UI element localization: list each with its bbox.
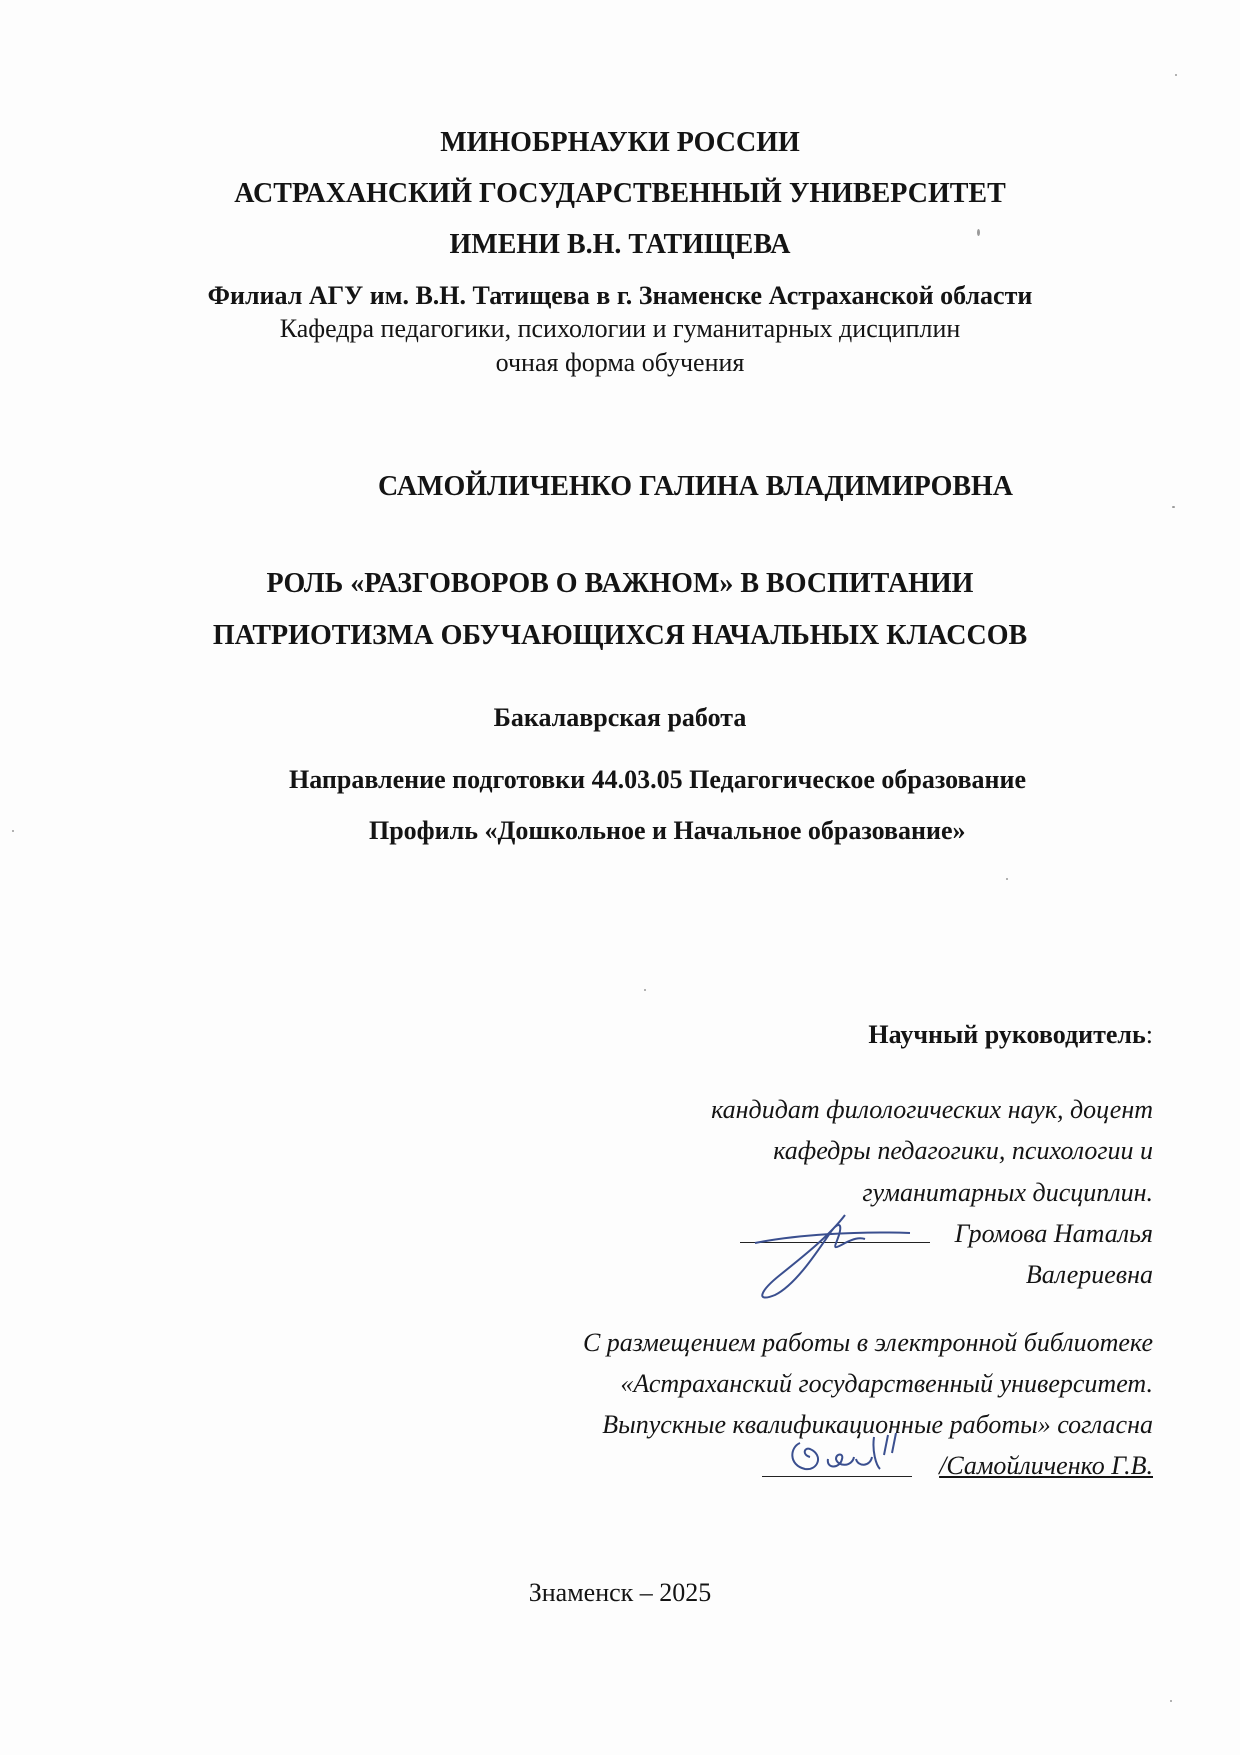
university-heading: АСТРАХАНСКИЙ ГОСУДАРСТВЕННЫЙ УНИВЕРСИТЕТ	[234, 178, 1006, 209]
supervisor-degree: кандидат филологических наук, доцент	[711, 1095, 1153, 1124]
supervisor-heading	[868, 1020, 1153, 1050]
supervisor-heading-colon: :	[1145, 1020, 1153, 1049]
ministry-heading: МИНОБРНАУКИ РОССИИ	[440, 127, 800, 158]
department-name: Кафедра педагогики, психологии и гуманитарных дисциплин	[279, 314, 961, 343]
scan-speck	[977, 229, 980, 236]
scan-speck	[1175, 74, 1177, 76]
city-year: Знаменск – 2025	[528, 1578, 712, 1607]
scan-speck	[12, 830, 14, 832]
thesis-title-line-2: ПАТРИОТИЗМА ОБУЧАЮЩИХСЯ НАЧАЛЬНЫХ КЛАССОВ	[212, 620, 1028, 651]
training-direction: Направление подготовки 44.03.05 Педагогическое образование	[289, 765, 1027, 794]
thesis-title-line-1: РОЛЬ «РАЗГОВОРОВ О ВАЖНОМ» В ВОСПИТАНИИ	[266, 568, 974, 599]
scan-speck	[1172, 506, 1175, 508]
supervisor-signature	[735, 1195, 935, 1305]
supervisor-name-2: Валериевна	[1025, 1260, 1153, 1289]
branch-name: Филиал АГУ им. В.Н. Татищева в г. Знаменске Астраханской области	[207, 281, 1033, 310]
publication-signer: /Самойличенко Г.В.	[939, 1451, 1153, 1480]
publication-consent-1: С размещением работы в электронной библиотеке	[582, 1328, 1153, 1357]
publication-consent-2: «Астраханский государственный университет.	[620, 1369, 1153, 1398]
supervisor-department-1: кафедры педагогики, психологии и	[773, 1136, 1153, 1165]
work-type: Бакалаврская работа	[493, 703, 747, 732]
scan-speck	[1170, 1700, 1172, 1702]
author-name: САМОЙЛИЧЕНКО ГАЛИНА ВЛАДИМИРОВНА	[378, 471, 1014, 502]
supervisor-heading-text: Научный руководитель	[868, 1020, 1146, 1049]
scan-speck	[1006, 878, 1008, 880]
scan-speck	[644, 989, 646, 991]
publication-consent-3: Выпускные квалификационные работы» согласна	[602, 1410, 1153, 1439]
supervisor-signature-line	[740, 1242, 930, 1243]
supervisor-name-1: Громова Наталья	[954, 1219, 1153, 1248]
training-profile: Профиль «Дошкольное и Начальное образование»	[369, 816, 966, 845]
university-named-after: ИМЕНИ В.Н. ТАТИЩЕВА	[449, 229, 791, 260]
study-form: очная форма обучения	[495, 348, 745, 377]
supervisor-department-2: гуманитарных дисциплин.	[862, 1178, 1153, 1207]
student-signature-line	[762, 1476, 912, 1477]
